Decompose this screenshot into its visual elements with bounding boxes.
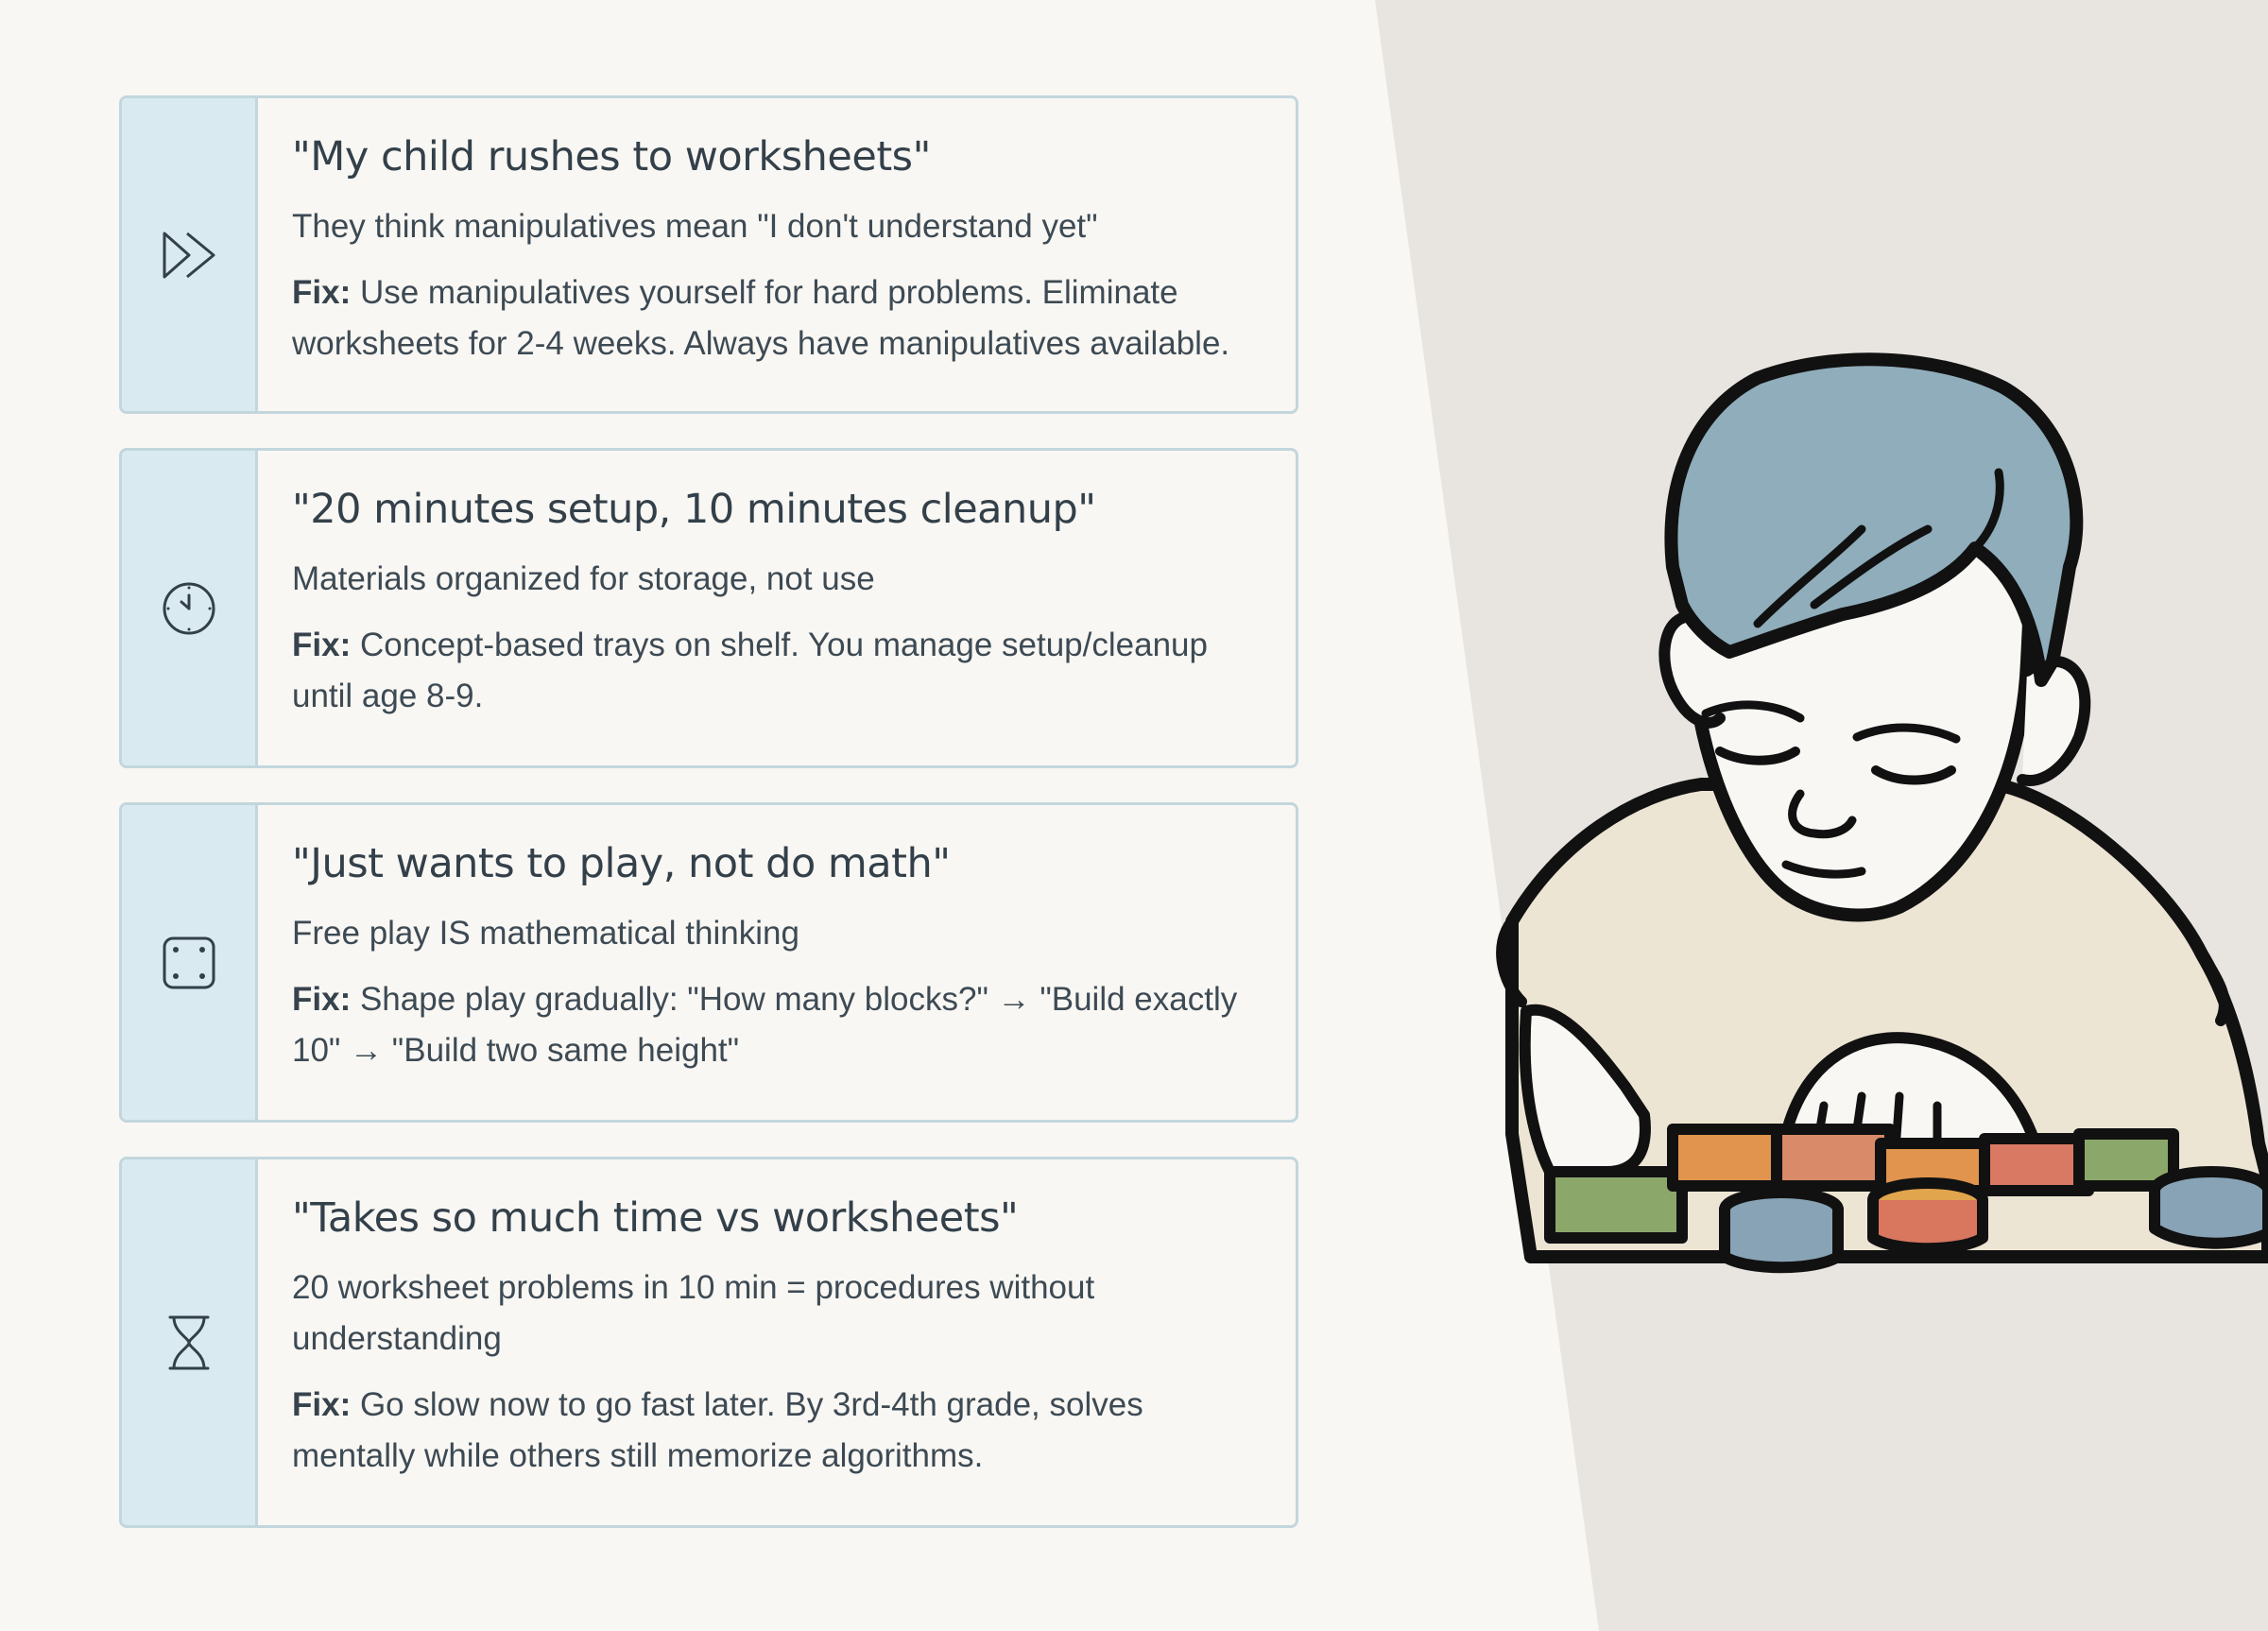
problem-card [119, 448, 1298, 768]
hourglass-icon [165, 1313, 213, 1372]
card-fix [292, 620, 1263, 722]
fast-forward-icon [161, 230, 217, 281]
child-playing-with-blocks-illustration [1502, 359, 2268, 1267]
card-body [258, 1159, 1296, 1525]
problem-card [119, 1157, 1298, 1528]
card-fix [292, 1380, 1263, 1482]
fix-text: Go slow now to go fast later. By 3rd-4th grade, solves mentally while others still memorize algorithms. [292, 1386, 1143, 1475]
card-icon-column [122, 451, 258, 765]
dice-icon [161, 935, 217, 991]
card-fix [292, 267, 1263, 369]
fix-text: Concept-based trays on shelf. You manage setup/cleanup until age 8-9. [292, 627, 1208, 715]
fix-label: Fix: [292, 981, 352, 1019]
card-title: "Takes so much time vs worksheets" [292, 1194, 1019, 1242]
card-fix [292, 974, 1263, 1076]
card-title: "My child rushes to worksheets" [292, 133, 931, 180]
card-title: "Just wants to play, not do math" [292, 840, 951, 887]
card-icon-column [122, 1159, 258, 1525]
card-icon-column [122, 805, 258, 1120]
card-body [258, 451, 1296, 765]
fix-text: Use manipulatives yourself for hard problems. Eliminate worksheets for 2-4 weeks. Always have manipulatives available. [292, 274, 1230, 363]
card-title: "20 minutes setup, 10 minutes cleanup" [292, 486, 1096, 533]
card-icon-column [122, 98, 258, 411]
problem-cards-list [119, 95, 1298, 1562]
card-body [258, 98, 1296, 411]
fix-label: Fix: [292, 627, 352, 664]
card-description: Materials organized for storage, not use [292, 560, 875, 598]
card-description: Free play IS mathematical thinking [292, 915, 799, 953]
problem-card [119, 95, 1298, 414]
blocks [1550, 1129, 2268, 1267]
problem-card [119, 802, 1298, 1123]
clock-icon [161, 580, 217, 637]
fix-text: Shape play gradually: "How many blocks?" → "Build exactly 10" → "Build two same height" [292, 981, 1238, 1070]
card-body [258, 805, 1296, 1120]
card-description: 20 worksheet problems in 10 min = procedures without understanding [292, 1269, 1095, 1358]
panel-background [1375, 0, 2268, 1631]
card-description: They think manipulatives mean "I don't understand yet" [292, 208, 1098, 246]
fix-label: Fix: [292, 274, 352, 312]
fix-label: Fix: [292, 1386, 352, 1424]
